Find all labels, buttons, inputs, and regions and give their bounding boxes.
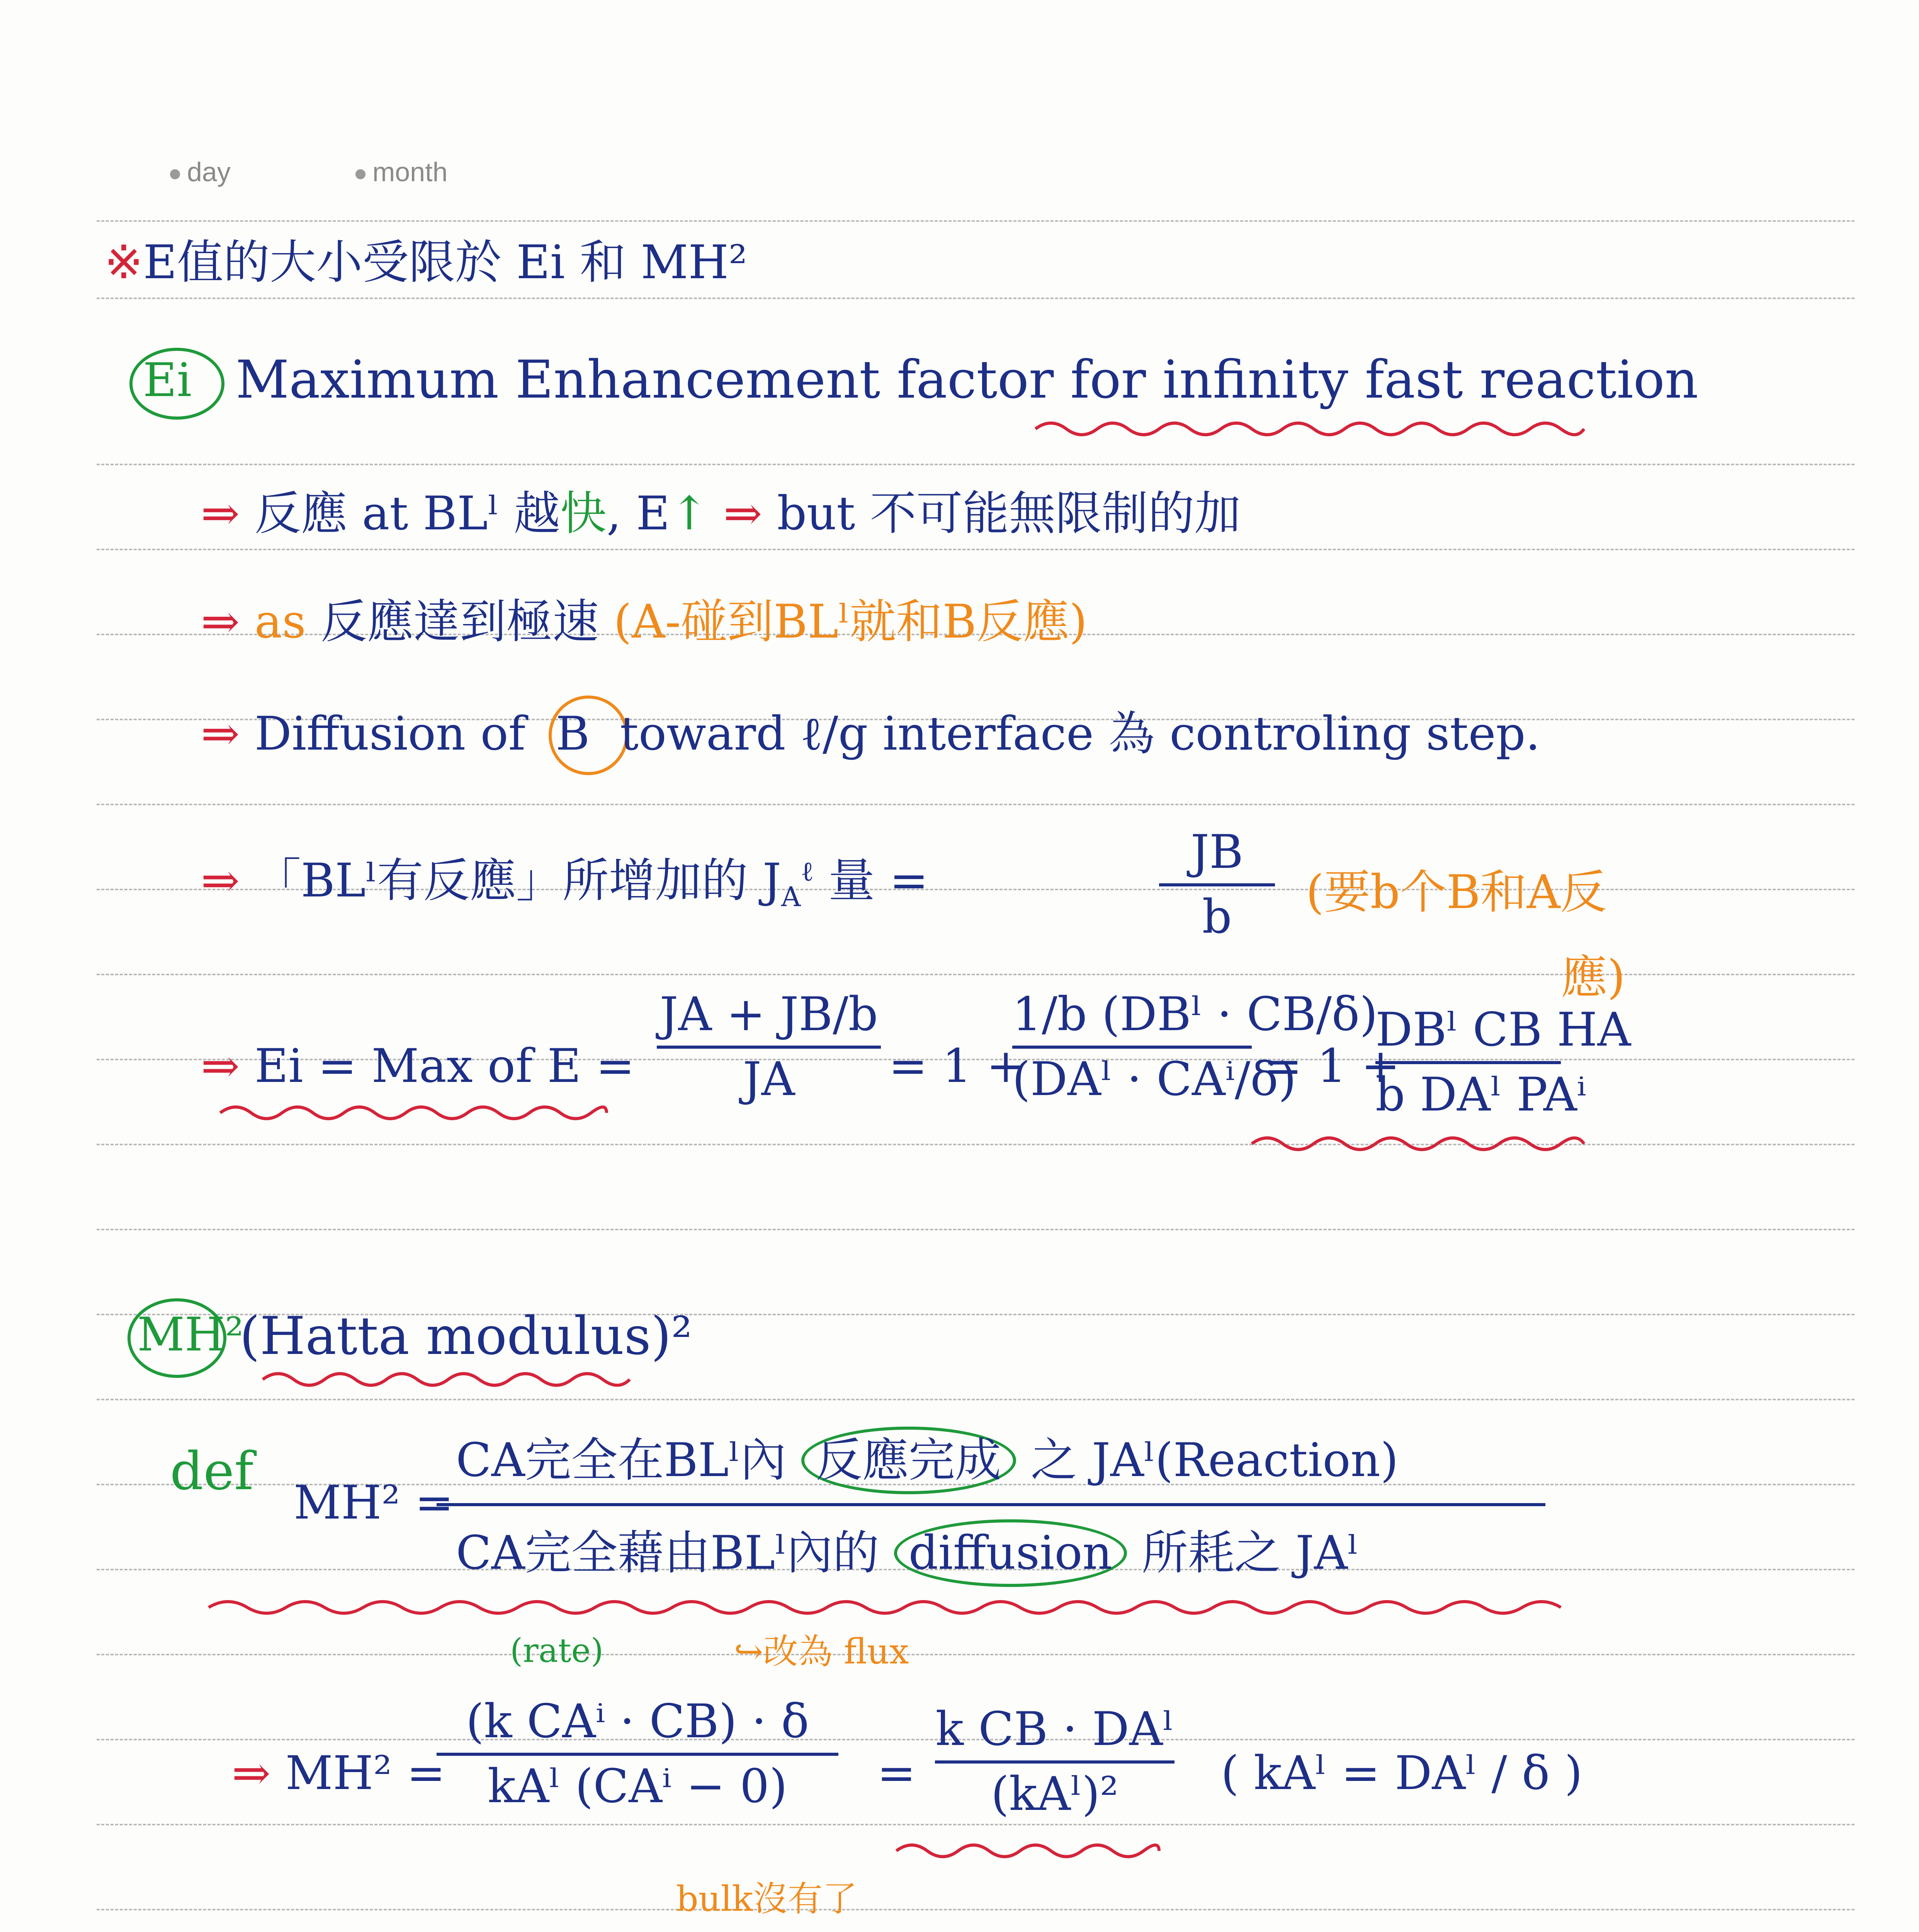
fraction-numerator: k CB · DAˡ (935, 1702, 1174, 1756)
rule-line (97, 220, 1854, 222)
rule-line (97, 1229, 1854, 1230)
ei-fraction-2 (1012, 988, 1378, 1106)
fraction-numerator: DBˡ CB HA (1375, 1003, 1631, 1057)
ei-line-1-text: 反應 at BLˡ 越 (254, 487, 560, 541)
mh-eq-def: MH² = (285, 1747, 446, 1800)
fraction-denominator: kAˡ (CAⁱ − 0) (487, 1760, 788, 1813)
mh-eq-lhs (232, 1747, 446, 1800)
title-text: E值的大小受限於 Ei 和 MH² (143, 236, 748, 289)
rule-line (97, 298, 1854, 299)
ei-line-1 (201, 487, 1241, 541)
ei-line-1-e: , E (606, 487, 670, 541)
arrow-icon: ⇒ (201, 595, 240, 649)
ei-line-4-note-cont: 應) (1561, 951, 1625, 1004)
ei-line-2 (201, 595, 1088, 649)
day-field (170, 158, 231, 185)
rule-line (97, 1399, 1854, 1400)
flux-note: ↪改為 flux (734, 1631, 909, 1672)
def-label: def (170, 1441, 254, 1502)
rule-line (97, 464, 1854, 465)
fraction-denominator: (kAˡ)² (991, 1767, 1119, 1821)
ei-line-4-note: (要b个B和A反 (1306, 866, 1607, 919)
def-fraction-bar (437, 1503, 1545, 1506)
arrow-icon: ⇒ (201, 854, 240, 908)
ei-line-4 (201, 854, 928, 913)
ei-heading: Maximum Enhancement factor for infinity fast reaction (236, 349, 1698, 410)
def-lhs: MH² = (294, 1476, 454, 1530)
mh-tag: MH² (137, 1308, 244, 1362)
rate-label: (rate) (510, 1632, 604, 1670)
fraction-denominator: (DAˡ · CAⁱ/δ) (1012, 1053, 1297, 1106)
arrow-icon: ⇒ (723, 487, 763, 541)
arrow-icon: ⇒ (201, 707, 240, 761)
mh-result-underline (896, 1839, 1159, 1862)
rule-line (97, 804, 1854, 805)
fraction-numerator: (k CAⁱ · CB) · δ (466, 1695, 809, 1748)
ei-formula-eq3: = 1 + (1263, 1039, 1400, 1093)
def-num-text: CA完全在BLˡ內 (456, 1434, 787, 1487)
ei-formula-eq2: = 1 + (889, 1039, 1025, 1093)
mh-heading: (Hatta modulus)² (240, 1306, 692, 1366)
def-numerator (456, 1434, 1399, 1487)
mh-fraction-1 (437, 1696, 838, 1812)
fraction-numerator: JB (1190, 825, 1244, 879)
fraction-bar (1159, 883, 1275, 886)
page-title (104, 236, 748, 289)
arrow-icon: ⇒ (232, 1747, 271, 1800)
ei-fraction-3 (1375, 1003, 1631, 1122)
def-den-text: CA完全藉由BLˡ內的 (456, 1526, 879, 1580)
def-underline (209, 1596, 1561, 1619)
arrow-icon: ⇒ (201, 487, 240, 541)
ei-heading-underline (1035, 417, 1584, 440)
def-num-circled: 反應完成 (801, 1427, 1016, 1494)
title-mark: ※ (104, 236, 143, 289)
def-den-rest: 所耗之 JAˡ (1142, 1526, 1359, 1580)
month-field (355, 158, 448, 185)
ei-tag: Ei (143, 354, 192, 407)
jb-over-b-fraction (1159, 827, 1275, 943)
ei-formula-lhs (201, 1039, 635, 1093)
ei-line-4-sub: A (781, 881, 801, 913)
def-denominator (456, 1526, 1359, 1580)
ei-line-3-rest: toward ℓ/g interface 為 controling step. (620, 707, 1540, 761)
fraction-denominator: JA (743, 1053, 795, 1106)
ei-line-2-note: (A-碰到BLˡ就和B反應) (614, 595, 1088, 649)
ei-line-1-but: but 不可能無限制的加 (777, 487, 1241, 541)
ei-fraction-1 (657, 989, 881, 1105)
fraction-bar (1375, 1061, 1561, 1064)
month-bullet-icon (355, 169, 365, 179)
rule-line (97, 1824, 1854, 1825)
def-den-circled: diffusion (894, 1519, 1127, 1587)
ei-result-underline (1252, 1132, 1584, 1155)
ei-line-2-text: 反應達到極速 (320, 595, 599, 649)
mh-fraction-2 (935, 1704, 1175, 1820)
ei-line-4-sup: ℓ (801, 855, 814, 887)
day-label: day (187, 157, 231, 187)
fraction-numerator: JA + JB/b (659, 988, 878, 1041)
bulk-note: bulk沒有了 (676, 1879, 857, 1919)
ei-line-4-eq: 量 = (828, 854, 928, 908)
ei-line-3-text: Diffusion of (254, 707, 526, 761)
month-label: month (372, 157, 448, 187)
fraction-bar (1012, 1046, 1252, 1049)
rule-line (97, 1654, 1854, 1655)
rule-line (97, 1144, 1854, 1145)
day-bullet-icon (170, 169, 180, 179)
mh-eq-equals: = (877, 1747, 916, 1800)
arrow-icon: ⇒ (201, 1039, 240, 1093)
ei-line-4-text: 「BLˡ有反應」所增加的 J (254, 854, 781, 908)
ei-formula-underline (220, 1101, 607, 1124)
rule-line (97, 1909, 1854, 1910)
ei-line-2-as: as (254, 595, 306, 649)
mh-eq-side-note: ( kAˡ = DAˡ / δ ) (1221, 1747, 1583, 1800)
fraction-numerator: 1/b (DBˡ · CB/δ) (1012, 988, 1378, 1041)
ei-formula-def: Ei = Max of E = (254, 1039, 635, 1093)
def-num-rest: 之 JAˡ(Reaction) (1030, 1434, 1399, 1487)
up-arrow-icon: ↑ (670, 487, 709, 541)
ei-line-3-b: B (556, 707, 590, 761)
fraction-denominator: b (1202, 890, 1232, 944)
fraction-bar (935, 1760, 1175, 1764)
fraction-bar (657, 1046, 881, 1049)
ei-line-3 (201, 707, 1540, 761)
ei-line-1-fast: 快 (560, 487, 607, 541)
mh-heading-underline (263, 1368, 630, 1391)
fraction-denominator: b DAˡ PAⁱ (1375, 1068, 1586, 1122)
rule-line (97, 549, 1854, 550)
fraction-bar (437, 1753, 838, 1756)
